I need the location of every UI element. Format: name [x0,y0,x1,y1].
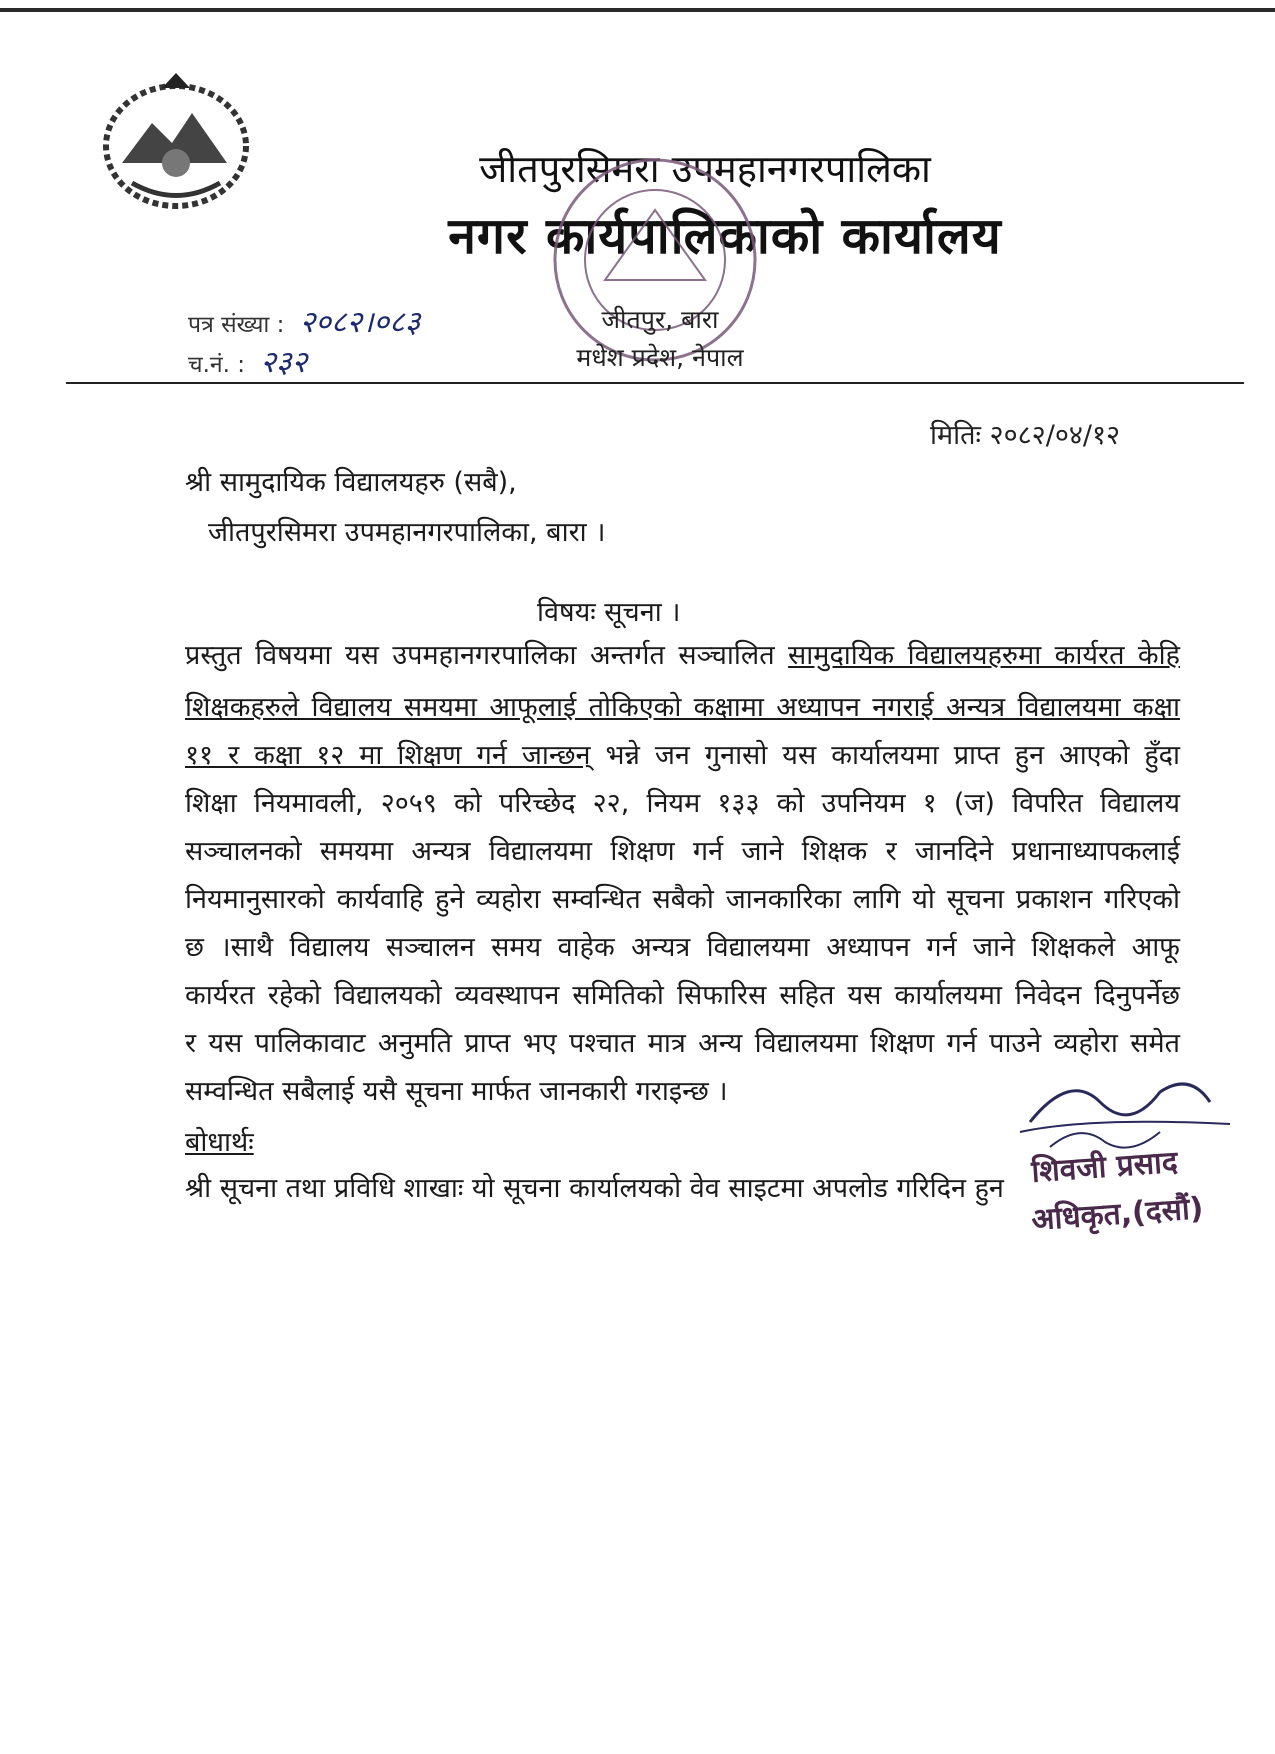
body-line-9: र यस पालिकावाट अनुमति प्राप्त भए पश्चात मात्र अन्य विद्यालयमा शिक्षण गर्न पाउने व्यहोरा समेत [185,1028,1180,1059]
patra-sankhya [188,300,420,341]
body-line-10: सम्वन्धित सबैलाई यसै सूचना मार्फत जानकारी गराइन्छ । [185,1076,728,1107]
office-title: नगर कार्यपालिकाको कार्यालय [448,207,1002,265]
nepal-emblem-icon [92,68,260,218]
letter-date: मितिः २०८२/०४/१२ [930,420,1121,451]
cc-line: श्री सूचना तथा प्रविधि शाखाः यो सूचना कार्यालयको वेव साइटमा अपलोड गरिदिन हुन [185,1173,1004,1204]
chalani-value: २३२ [260,345,308,380]
body-text-underlined: सामुदायिक विद्यालयहरुमा कार्यरत केहि [788,640,1181,671]
body-line-6: नियमानुसारको कार्यवाहि हुने व्यहोरा सम्वन्धित सबैको जानकारिका लागि यो सूचना प्रकाशन गरिएको [185,884,1180,915]
body-line-4: शिक्षा नियमावली, २०५९ को परिच्छेद २२, नियम १३३ को उपनियम १ (ज) विपरित विद्यालय [185,788,1180,819]
top-border [0,8,1275,12]
signatory-title: अधिकृत,(दसौं) [1030,1190,1205,1238]
chalani-number [188,340,307,381]
body-line-3 [185,738,1180,774]
patra-value: २०८२।०८३ [299,305,421,340]
recipient-line-2: जीतपुरसिमरा उपमहानगरपालिका, बारा । [208,517,606,548]
body-text-underlined: ११ र कक्षा १२ मा शिक्षण गर्न जान्छन् [185,740,591,771]
body-line-8: कार्यरत रहेको विद्यालयको व्यवस्थापन समितिको सिफारिस सहित यस कार्यालयमा निवेदन दिनुपर्नेछ [185,980,1180,1011]
body-line-5: सञ्चालनको समयमा अन्यत्र विद्यालयमा शिक्षण गर्न जाने शिक्षक र जानदिने प्रधानाध्यापकलाई [185,836,1180,867]
chalani-label: च.नं. : [188,352,246,378]
address-line-1: जीतपुर, बारा [601,305,719,334]
body-line-2: शिक्षकहरुले विद्यालय समयमा आफूलाई तोकिएको कक्षामा अध्यापन नगराई अन्यत्र विद्यालयमा कक्षा [185,692,1180,723]
bodharth-label: बोधार्थः [185,1127,254,1158]
address-line-2: मधेश प्रदेश, नेपाल [576,343,744,372]
body-line-7: छ ।साथै विद्यालय सञ्चालन समय वाहेक अन्यत्र विद्यालयमा अध्यापन गर्न जाने शिक्षकले आफू [185,932,1180,963]
recipient-line-1: श्री सामुदायिक विद्यालयहरु (सबै), [185,467,517,498]
office-seal-icon [545,150,765,370]
office-name: जीतपुरसिमरा उपमहानगरपालिका [479,147,931,191]
subject-line: विषयः सूचना । [537,597,681,628]
body-text: भन्ने जन गुनासो यस कार्यालयमा प्राप्त हुन आएको हुँदा [590,740,1180,771]
signatory-name: शिवजी प्रसाद [1030,1144,1179,1190]
body-text: प्रस्तुत विषयमा यस उपमहानगरपालिका अन्तर्गत सञ्चालित [185,640,789,671]
header-divider [66,382,1244,384]
patra-label: पत्र संख्या : [188,312,285,338]
body-line-1 [185,638,1180,674]
